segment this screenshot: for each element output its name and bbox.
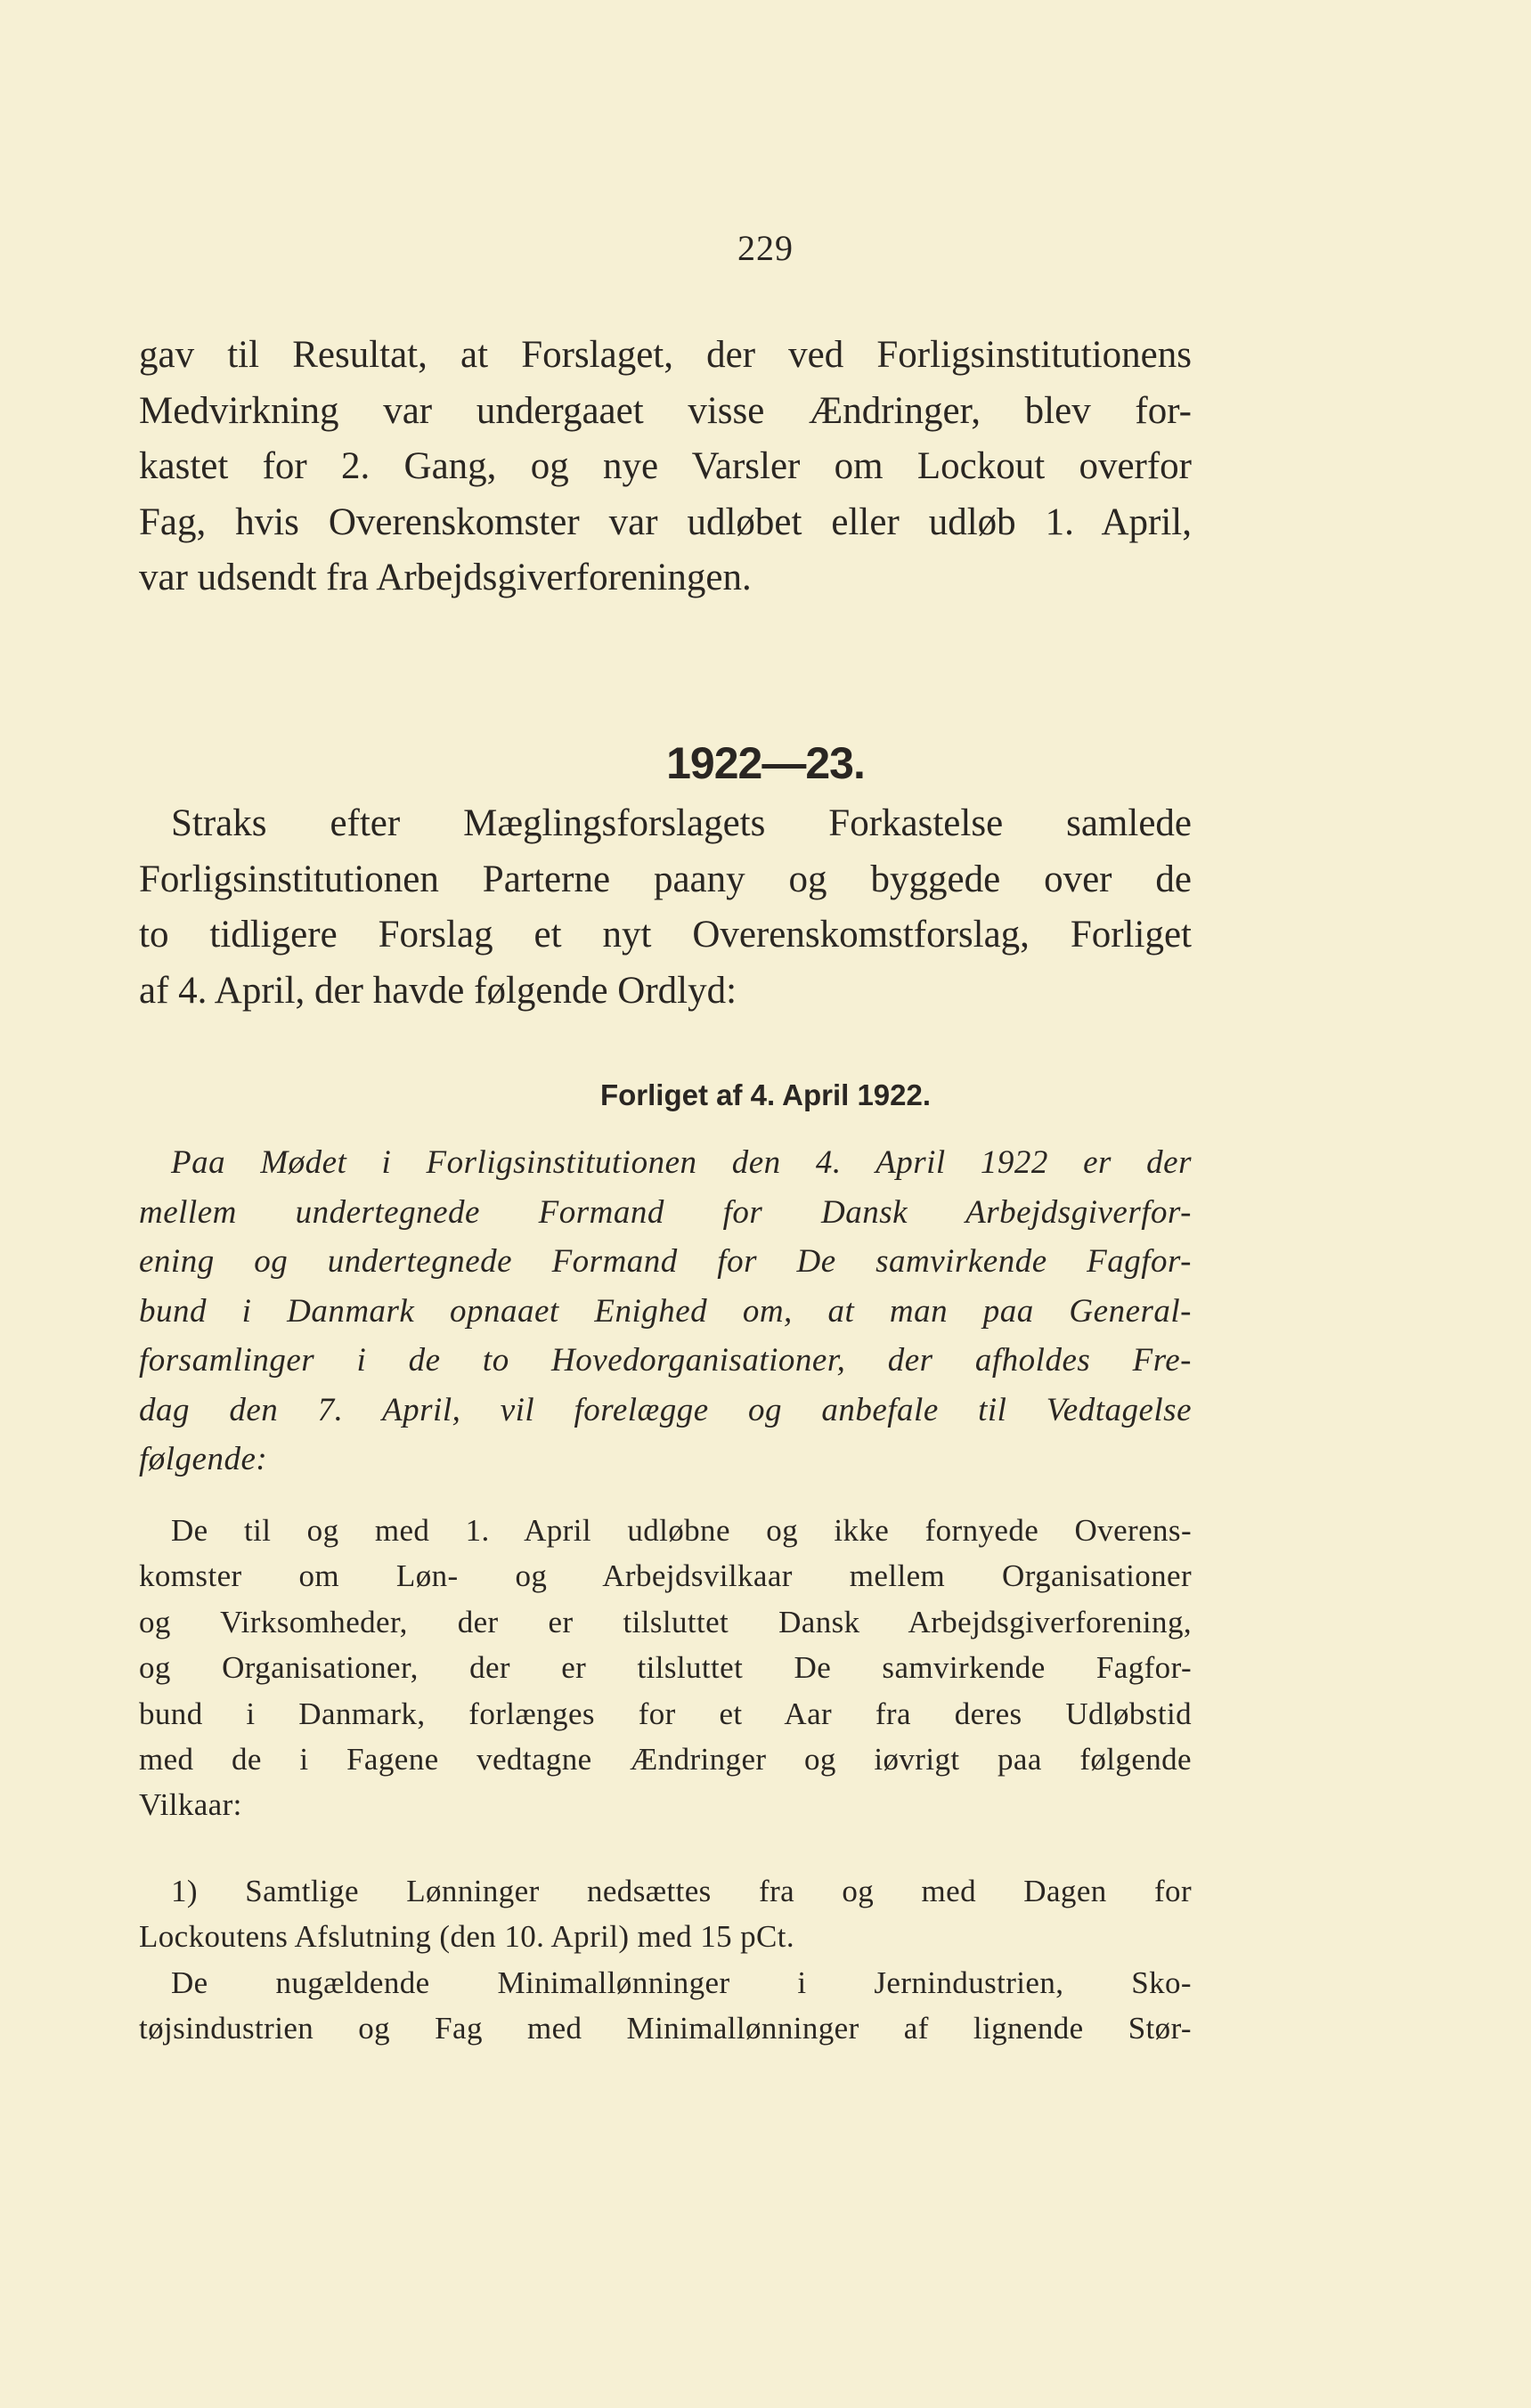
- text-line-content: Paa Mødet i Forligsinstitutionen den 4. April 1922 er der: [171, 1144, 1192, 1181]
- text-line: kastet for 2. Gang, og nye Varsler om Lockout overfor: [139, 445, 1192, 487]
- text-line: dag den 7. April, vil forelægge og anbefale til Vedtagelse: [139, 1391, 1192, 1428]
- text-line: [139, 1138, 1192, 1188]
- text-line: mellem undertegnede Formand for Dansk Arbejdsgiverfor-: [139, 1193, 1192, 1231]
- text-line-content: De til og med 1. April udløbne og ikke fornyede Overens-: [171, 1513, 1192, 1548]
- text-line: komster om Løn- og Arbejdsvilkaar mellem Organisationer: [139, 1558, 1192, 1594]
- text-line: Medvirkning var undergaaet visse Ændringer, blev for-: [139, 389, 1192, 432]
- text-line: Lockoutens Afslutning (den 10. April) med 15 pCt.: [139, 1919, 795, 1955]
- page-number: 229: [737, 228, 794, 268]
- paragraph-agreements: [139, 1508, 1192, 1828]
- text-line: gav til Resultat, at Forslaget, der ved Forligsinstitutionens: [139, 334, 1192, 376]
- text-line: Forligsinstitutionen Parterne paany og byggede over de: [139, 858, 1192, 900]
- text-line: var udsendt fra Arbejdsgiverforeningen.: [139, 557, 752, 598]
- text-line: følgende:: [139, 1441, 268, 1477]
- text-line: [139, 1508, 1192, 1553]
- text-line: to tidligere Forslag et nyt Overenskomstforslag, Forliget: [139, 914, 1192, 956]
- text-line: med de i Fagene vedtagne Ændringer og iøvrigt paa følgende: [139, 1742, 1192, 1778]
- text-line: ening og undertegnede Formand for De samvirkende Fagfor-: [139, 1243, 1192, 1280]
- text-line: Fag, hvis Overenskomster var udløbet eller udløb 1. April,: [139, 500, 1192, 543]
- text-line: [139, 1868, 1192, 1914]
- text-line: af 4. April, der havde følgende Ordlyd:: [139, 969, 737, 1012]
- section-heading-year: 1922—23.: [666, 738, 865, 788]
- paragraph-result: [139, 328, 1192, 606]
- agreement-heading: Forliget af 4. April 1922.: [599, 1078, 932, 1111]
- text-line-content: De nugældende Minimallønninger i Jernindustrien, Sko-: [171, 1965, 1192, 2000]
- text-line: og Virksomheder, der er tilsluttet Dansk Arbejdsgiverforening,: [139, 1604, 1192, 1639]
- text-line: tøjsindustrien og Fag med Minimallønninger af lignende Stør-: [139, 2011, 1192, 2046]
- text-line: bund i Danmark opnaaet Enighed om, at man paa General-: [139, 1292, 1192, 1330]
- text-line: forsamlinger i de to Hovedorganisationer, der afholdes Fre-: [139, 1342, 1192, 1379]
- text-line-content: 1) Samtlige Lønninger nedsættes fra og med Dagen for: [171, 1874, 1192, 1908]
- text-line: [139, 1960, 1192, 2005]
- paragraph-meeting-italic: [139, 1138, 1192, 1485]
- paragraph-conditions: [139, 1868, 1192, 2052]
- text-line-content: Straks efter Mæglingsforslagets Forkastelse samlede: [171, 802, 1192, 844]
- text-line: bund i Danmark, forlænges for et Aar fra deres Udløbstid: [139, 1696, 1192, 1731]
- text-line: og Organisationer, der er tilsluttet De samvirkende Fagfor-: [139, 1650, 1192, 1686]
- paragraph-proposal: [139, 796, 1192, 1019]
- text-line: [139, 796, 1192, 852]
- text-line: Vilkaar:: [139, 1787, 242, 1823]
